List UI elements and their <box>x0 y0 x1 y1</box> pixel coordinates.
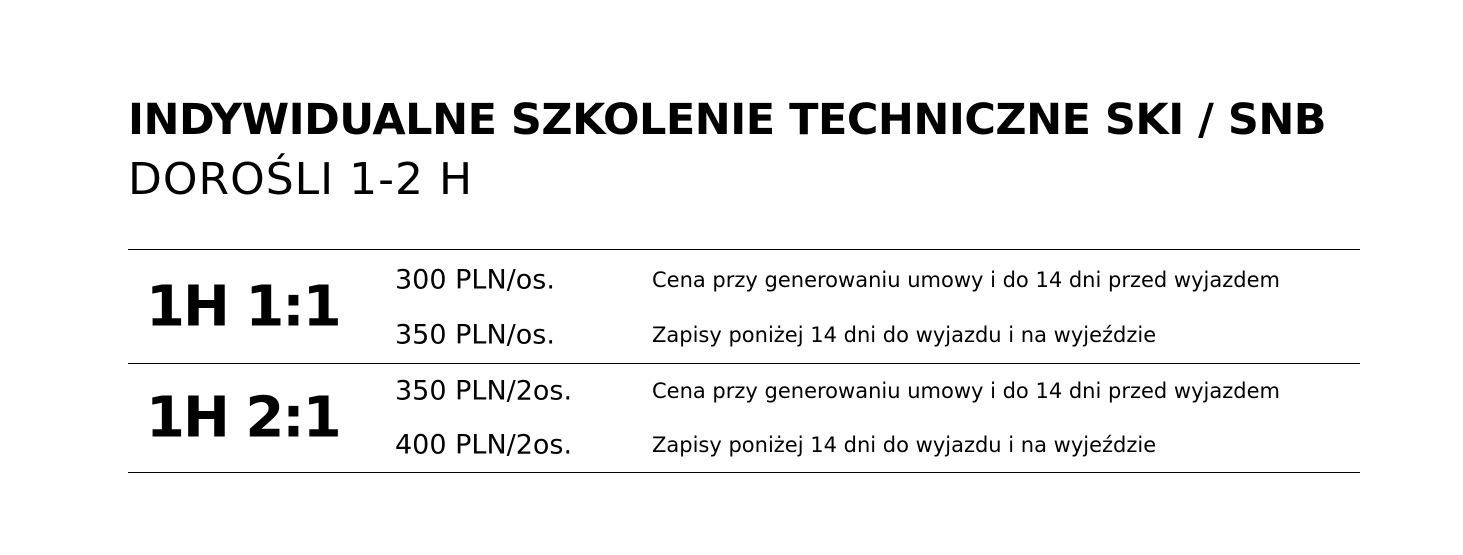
divider <box>128 472 1360 473</box>
page-subtitle: DOROŚLI 1-2 H <box>128 154 474 205</box>
price-row <box>128 364 1360 418</box>
group-label: 1H 2:1 <box>146 385 340 451</box>
price-description: Cena przy generowaniu umowy i do 14 dni przed wyjazdem <box>652 379 1280 403</box>
price-value: 350 PLN/os. <box>395 319 555 351</box>
price-table <box>128 249 1360 473</box>
price-value: 300 PLN/os. <box>395 264 555 296</box>
price-description: Cena przy generowaniu umowy i do 14 dni przed wyjazdem <box>652 268 1280 292</box>
price-group-1h-2-1 <box>128 364 1360 472</box>
price-value: 400 PLN/2os. <box>395 429 573 461</box>
price-row <box>128 308 1360 362</box>
price-row <box>128 418 1360 472</box>
price-description: Zapisy poniżej 14 dni do wyjazdu i na wyjeździe <box>652 433 1157 457</box>
group-label: 1H 1:1 <box>146 274 340 339</box>
price-value: 350 PLN/2os. <box>395 375 573 407</box>
page-title: INDYWIDUALNE SZKOLENIE TECHNICZNE SKI / SNB <box>128 95 1327 145</box>
price-description: Zapisy poniżej 14 dni do wyjazdu i na wyjeździe <box>652 323 1157 347</box>
price-group-1h-1-1 <box>128 250 1360 363</box>
price-row <box>128 253 1360 307</box>
